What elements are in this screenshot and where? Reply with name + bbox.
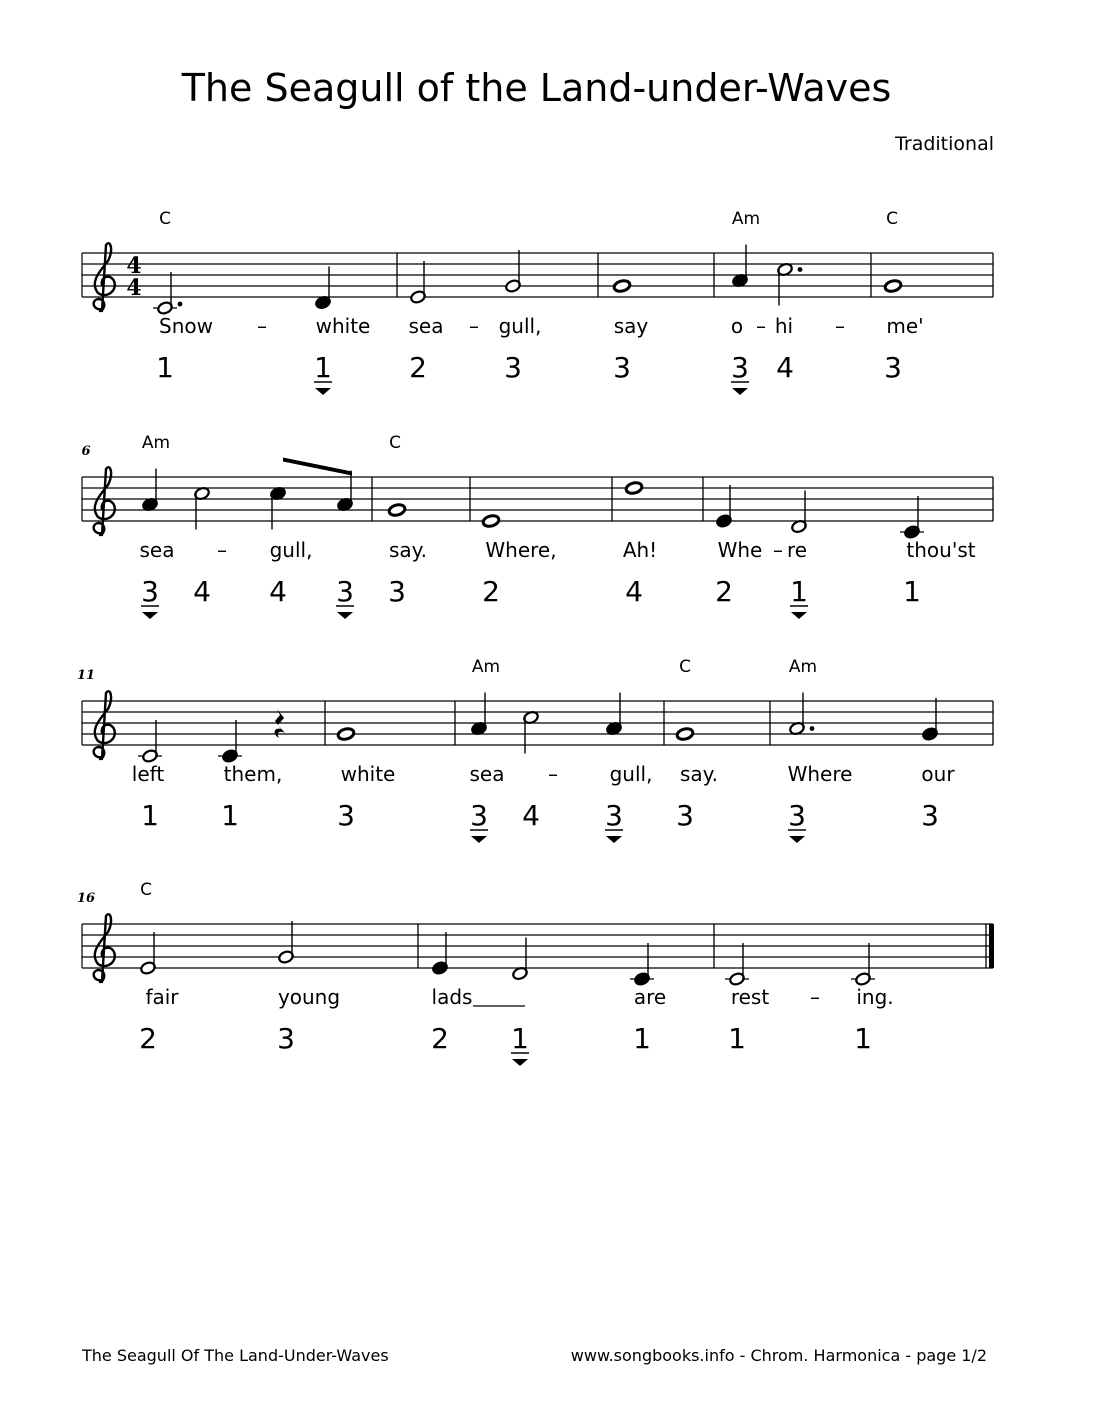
lyric-syllable: them,	[223, 762, 283, 786]
measure-number: 16	[76, 891, 96, 906]
draw-arrow-icon	[337, 612, 353, 619]
note	[523, 710, 540, 753]
tab-hole-blow: 2	[715, 575, 733, 608]
chord-symbol: Am	[731, 209, 761, 229]
lyric-syllable: hi	[774, 314, 794, 338]
chord-symbol: Am	[471, 657, 501, 677]
tab-hole-blow: 2	[139, 1022, 157, 1055]
lyric-syllable: Ah!	[622, 538, 658, 562]
note	[851, 943, 875, 986]
chord-symbol: C	[140, 880, 152, 900]
note	[676, 727, 694, 741]
lyric-hyphen: –	[548, 762, 558, 786]
notehead	[625, 481, 643, 495]
tab-hole-blow: 4	[776, 351, 794, 384]
notehead	[676, 727, 694, 741]
lyric-syllable: Snow	[159, 314, 213, 338]
notehead	[482, 514, 500, 528]
notehead	[388, 503, 406, 517]
lyric-syllable: fair	[145, 985, 179, 1009]
draw-arrow-icon	[512, 1059, 528, 1066]
lyric-syllable: me'	[886, 314, 924, 338]
note	[142, 469, 159, 512]
tab-hole-blow: 1	[141, 799, 159, 832]
footer-song-title: The Seagull Of The Land-Under-Waves	[82, 1346, 389, 1365]
staff-system	[82, 243, 993, 395]
dot	[798, 267, 803, 272]
note	[716, 485, 733, 528]
lyric-syllable: lads	[431, 985, 473, 1009]
lyric-syllable: Where,	[485, 538, 557, 562]
tab-hole-draw: 3	[336, 575, 354, 608]
note	[140, 932, 157, 975]
lyric-hyphen: –	[810, 985, 820, 1009]
tab-hole-blow: 1	[903, 575, 921, 608]
note	[777, 262, 803, 305]
note	[471, 693, 488, 736]
note	[789, 693, 815, 736]
measure-number: 6	[81, 444, 91, 459]
tab-hole-blow: 2	[409, 351, 427, 384]
draw-arrow-icon	[606, 836, 622, 843]
tab-hole-blow: 1	[854, 1022, 872, 1055]
lyric-syllable: gull,	[609, 762, 653, 786]
draw-arrow-icon	[471, 836, 487, 843]
tab-hole-blow: 4	[269, 575, 287, 608]
tab-hole-blow: 3	[884, 351, 902, 384]
lyric-syllable: gull,	[498, 314, 542, 338]
lyric-syllable: o	[730, 314, 744, 338]
note	[194, 486, 211, 529]
chord-symbol: Am	[788, 657, 818, 677]
note	[410, 261, 427, 304]
lyric-syllable: Where	[787, 762, 853, 786]
note	[884, 279, 902, 293]
tab-hole-blow: 1	[728, 1022, 746, 1055]
note	[613, 279, 631, 293]
time-signature-bottom: 4	[126, 275, 142, 301]
lyric-syllable: white	[315, 314, 371, 338]
note	[337, 727, 355, 741]
lyric-syllable: Whe	[717, 538, 763, 562]
draw-arrow-icon	[789, 836, 805, 843]
lyric-syllable: young	[277, 985, 341, 1009]
lyric-hyphen: –	[469, 314, 479, 338]
tab-hole-blow: 3	[504, 351, 522, 384]
tab-hole-blow: 3	[613, 351, 631, 384]
tab-hole-blow: 3	[676, 799, 694, 832]
note	[725, 943, 749, 986]
tab-hole-draw: 1	[314, 351, 332, 384]
draw-arrow-icon	[732, 388, 748, 395]
lyric-syllable: gull,	[269, 538, 313, 562]
chord-symbol: C	[886, 209, 898, 229]
notehead	[884, 279, 902, 293]
staff-system	[82, 914, 994, 1066]
draw-arrow-icon	[315, 388, 331, 395]
lyric-hyphen: –	[756, 314, 766, 338]
tab-hole-blow: 2	[482, 575, 500, 608]
lyric-hyphen: –	[217, 538, 227, 562]
tab-hole-blow: 4	[193, 575, 211, 608]
lyric-syllable: white	[340, 762, 396, 786]
draw-arrow-icon	[791, 612, 807, 619]
tab-hole-draw: 3	[731, 351, 749, 384]
tab-hole-draw: 3	[788, 799, 806, 832]
dot	[178, 302, 183, 307]
tab-hole-blow: 3	[388, 575, 406, 608]
lyric-syllable: left	[131, 762, 165, 786]
note	[732, 245, 749, 288]
note-beam	[283, 458, 352, 476]
note	[315, 267, 332, 310]
tab-hole-blow: 3	[337, 799, 355, 832]
note	[432, 932, 449, 975]
lyric-syllable: ing.	[856, 985, 894, 1009]
page-title: The Seagull of the Land-under-Waves	[181, 66, 892, 110]
tab-hole-draw: 3	[605, 799, 623, 832]
tab-hole-draw: 3	[470, 799, 488, 832]
tab-hole-draw: 3	[141, 575, 159, 608]
tab-hole-draw: 1	[790, 575, 808, 608]
dot	[810, 726, 815, 731]
lyric-syllable: thou'st	[906, 538, 976, 562]
lyric-syllable: sea	[469, 762, 505, 786]
footer-page-info: www.songbooks.info - Chrom. Harmonica - page 1/2	[570, 1346, 987, 1365]
note	[791, 491, 808, 534]
chord-symbol: Am	[141, 433, 171, 453]
final-barline-thick	[989, 924, 994, 968]
lyric-syllable: re	[786, 538, 808, 562]
staff-system	[82, 458, 993, 620]
lyric-syllable: say.	[679, 762, 719, 786]
lyric-hyphen: –	[773, 538, 783, 562]
note	[512, 938, 529, 981]
note	[922, 698, 939, 741]
lyric-syllable: our	[921, 762, 955, 786]
tab-hole-blow: 1	[156, 351, 174, 384]
tab-hole-blow: 3	[277, 1022, 295, 1055]
chord-symbol: C	[679, 657, 691, 677]
lyric-hyphen: –	[257, 314, 267, 338]
tab-hole-blow: 4	[522, 799, 540, 832]
lyric-syllable: say	[613, 314, 649, 338]
lyric-syllable: sea	[139, 538, 175, 562]
note	[218, 720, 242, 763]
note	[153, 272, 182, 315]
tab-hole-blow: 1	[633, 1022, 651, 1055]
tab-hole-blow: 1	[221, 799, 239, 832]
note	[482, 514, 500, 528]
measure-number: 11	[76, 668, 96, 683]
staff-system	[82, 691, 993, 843]
note	[625, 481, 643, 495]
lyric-hyphen: –	[835, 314, 845, 338]
draw-arrow-icon	[142, 612, 158, 619]
notehead	[337, 727, 355, 741]
note	[505, 250, 522, 293]
lyric-syllable: rest	[730, 985, 770, 1009]
lyric-syllable: are	[633, 985, 667, 1009]
note	[900, 496, 924, 539]
time-signature-top: 4	[126, 253, 142, 279]
composer-credit: Traditional	[895, 133, 994, 155]
notehead	[613, 279, 631, 293]
lyric-syllable: say.	[388, 538, 428, 562]
tab-hole-blow: 3	[921, 799, 939, 832]
chord-symbol: C	[389, 433, 401, 453]
note	[388, 503, 406, 517]
note	[630, 943, 654, 986]
chord-symbol: C	[159, 209, 171, 229]
lyric-syllable: sea	[408, 314, 444, 338]
note	[138, 720, 162, 763]
tab-hole-blow: 4	[625, 575, 643, 608]
tab-hole-draw: 1	[511, 1022, 529, 1055]
tab-hole-blow: 2	[431, 1022, 449, 1055]
note	[270, 486, 287, 529]
note	[278, 921, 295, 964]
note	[606, 693, 623, 736]
